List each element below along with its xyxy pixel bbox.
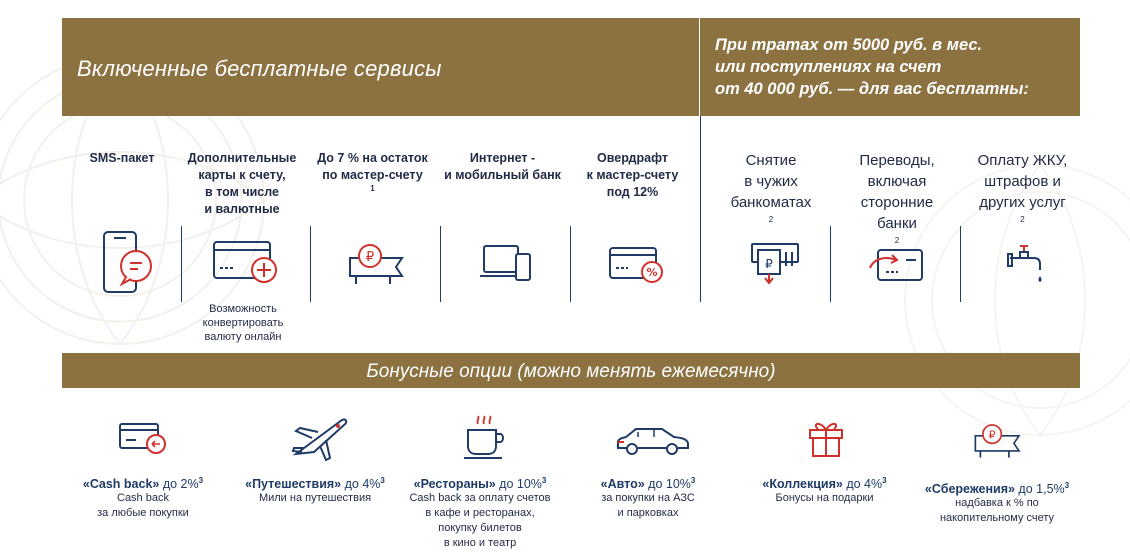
service-overdraft: Овердрафт к мастер-счету под 12% bbox=[586, 151, 679, 199]
card-cashback-icon bbox=[118, 420, 168, 456]
coffee-cup-icon bbox=[462, 414, 508, 462]
service-online-bank: Интернет - и мобильный банк bbox=[444, 151, 561, 182]
water-tap-icon bbox=[1006, 240, 1046, 288]
service-atm: Снятие в чужих банкоматах $^2$ bbox=[730, 152, 812, 224]
airplane-icon bbox=[290, 414, 350, 462]
header-divider bbox=[699, 18, 700, 116]
bonus-auto: «Авто» до 10%$^3$ за покупки на АЗС и парковках bbox=[600, 475, 696, 519]
bonus-travel: «Путешествия» до 4%$^3$ Мили на путешествия bbox=[245, 475, 385, 504]
laptop-phone-icon bbox=[478, 242, 536, 284]
bonus-savings: «Сбережения» до 1,5%$^3$ надбавка к % по накопительному счету bbox=[924, 480, 1070, 524]
gift-icon bbox=[806, 416, 846, 460]
service-utilities: Оплату ЖКУ, штрафов и других услуг $^2$ bbox=[977, 152, 1068, 224]
header-band bbox=[62, 18, 1080, 116]
card-plus-icon bbox=[212, 238, 282, 286]
car-icon bbox=[614, 424, 692, 458]
svg-text:₽: ₽ bbox=[365, 250, 375, 265]
service-sms: SMS-пакет bbox=[89, 151, 155, 165]
column-divider bbox=[960, 226, 961, 302]
ruble-wallet-icon bbox=[972, 420, 1024, 460]
column-divider bbox=[181, 226, 182, 302]
column-divider bbox=[570, 226, 571, 302]
ruble-wallet-icon bbox=[346, 240, 408, 286]
service-extra-cards: Дополнительные карты к счету, в том числе и валютные bbox=[187, 151, 297, 216]
bonus-collection: «Коллекция» до 4%$^3$ Бонусы на подарки bbox=[762, 475, 887, 504]
card-percent-icon bbox=[608, 244, 666, 284]
svg-text:₽: ₽ bbox=[765, 257, 773, 271]
column-divider bbox=[310, 226, 311, 302]
bonus-cashback: «Cash back» до 2%$^3$ Cash back за любые покупки bbox=[82, 475, 204, 519]
section-divider bbox=[700, 116, 701, 302]
bonus-restaurants: «Рестораны» до 10%$^3$ Cash back за оплату счетов в кафе и ресторанах, покупку билетов в кино и театр bbox=[409, 475, 551, 549]
service-transfers: Переводы, включая сторонние банки $^2$ bbox=[859, 152, 935, 245]
atm-icon bbox=[748, 240, 802, 286]
bonus-title: Бонусные опции (можно менять ежемесячно) bbox=[366, 361, 776, 382]
svg-text:%: % bbox=[646, 266, 658, 279]
card-transfer-icon bbox=[866, 244, 926, 284]
bonus-band bbox=[62, 353, 1080, 388]
phone-message-icon bbox=[100, 230, 160, 296]
free-services-title: Включенные бесплатные сервисы bbox=[77, 56, 442, 81]
column-divider bbox=[830, 226, 831, 302]
service-interest: До 7 % на остаток по мастер-счету $^1$ bbox=[317, 151, 428, 193]
column-divider bbox=[440, 226, 441, 302]
svg-text:₽: ₽ bbox=[988, 428, 996, 442]
conditions-title: При тратах от 5000 руб. в мес. или поступлениях на счет от 40 000 руб. — для вас бесплатны: bbox=[715, 36, 1029, 98]
extra-cards-note: Возможность конвертировать валюту онлайн bbox=[202, 303, 284, 343]
